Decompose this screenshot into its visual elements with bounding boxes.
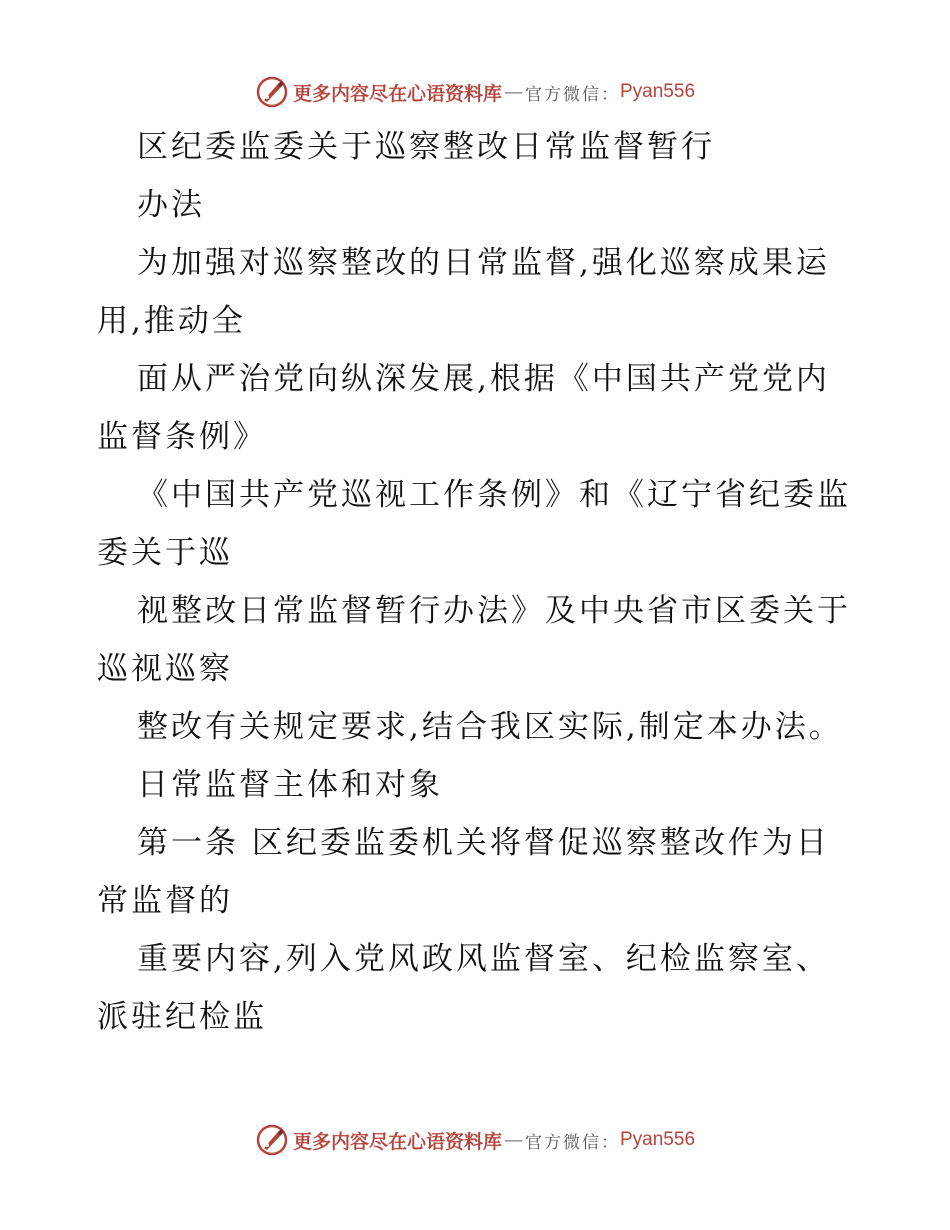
watermark-wechat-id: Pyan556: [620, 1129, 696, 1150]
doc-paragraph-line: 面从严治党向纵深发展,根据《中国共产党党内: [137, 361, 830, 397]
doc-article-line: 重要内容,列入党风政风监督室、纪检监察室、: [137, 941, 830, 977]
watermark-wechat-label: 官方微信：: [525, 1132, 620, 1153]
watermark-dash: —: [504, 1129, 523, 1151]
doc-article-line: 第一条 区纪委监委机关将督促巡察整改作为日: [137, 825, 830, 861]
doc-title-line-2: 办法: [137, 187, 205, 223]
doc-paragraph-line: 巡视巡察: [97, 651, 233, 687]
footer-watermark: [0, 1120, 950, 1160]
watermark-site: 更多内容尽在心语资料库: [292, 82, 502, 105]
doc-section-heading: 日常监督主体和对象: [137, 767, 443, 803]
watermark-dash: —: [504, 81, 523, 103]
header-watermark: [0, 72, 950, 112]
doc-title-line-1: 区纪委监委关于巡察整改日常监督暂行: [137, 129, 715, 165]
pen-logo-icon: [255, 75, 289, 109]
doc-article-line: 派驻纪检监: [97, 999, 267, 1035]
doc-paragraph-line: 整改有关规定要求,结合我区实际,制定本办法。: [137, 709, 843, 745]
doc-paragraph-line: 委关于巡: [97, 535, 233, 571]
document-body: [97, 118, 857, 1046]
pen-logo-icon: [255, 1123, 289, 1157]
doc-paragraph-line: 用,推动全: [97, 303, 246, 339]
watermark-wechat-id: Pyan556: [620, 81, 696, 102]
doc-article-line: 常监督的: [97, 883, 233, 919]
watermark-wechat-label: 官方微信：: [525, 84, 620, 105]
doc-paragraph-line: 《中国共产党巡视工作条例》和《辽宁省纪委监: [137, 477, 851, 513]
doc-paragraph-line: 为加强对巡察整改的日常监督,强化巡察成果运: [137, 245, 830, 281]
doc-paragraph-line: 监督条例》: [97, 419, 267, 455]
watermark-site: 更多内容尽在心语资料库: [292, 1130, 502, 1153]
doc-paragraph-line: 视整改日常监督暂行办法》及中央省市区委关于: [137, 593, 851, 629]
